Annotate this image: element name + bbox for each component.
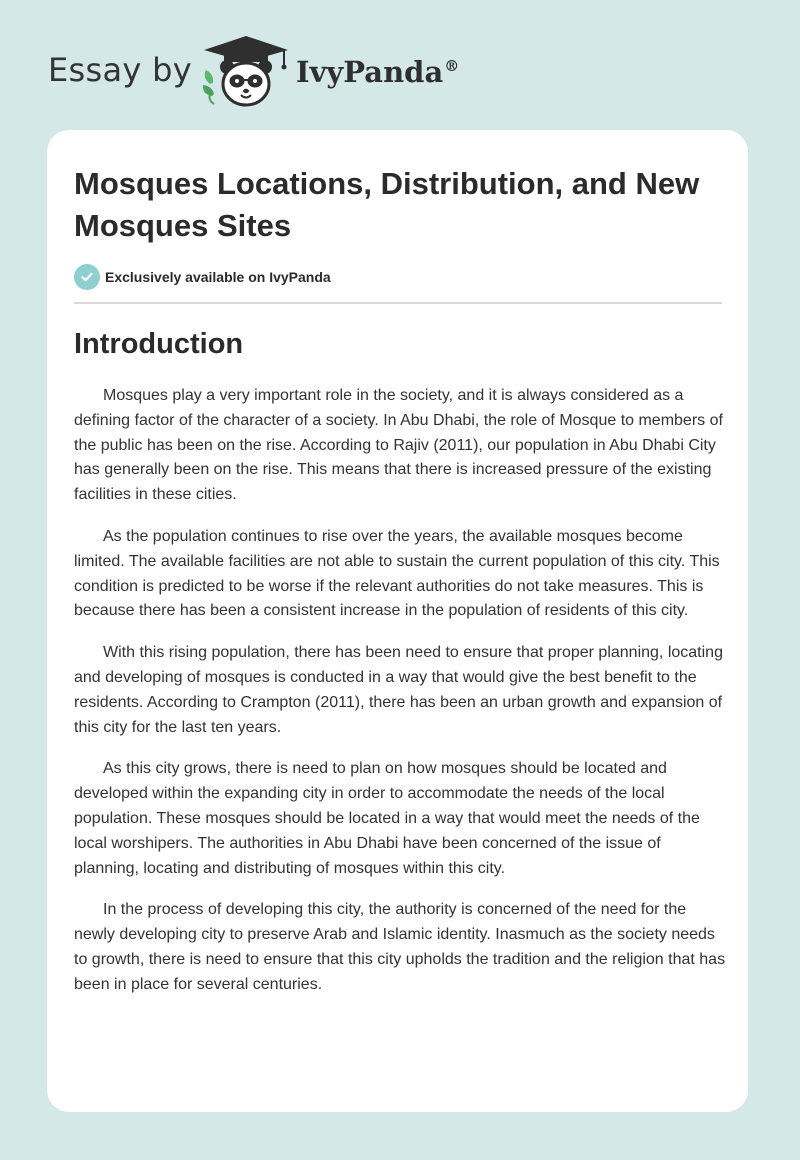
brand-logo-text[interactable] [296,52,459,92]
site-header [0,0,800,130]
essay-body [74,384,726,1015]
essay-by-label: Essay by [48,51,192,89]
essay-card [47,130,748,1112]
section-heading-introduction: Introduction [74,328,244,360]
paragraph: Mosques play a very important role in the society, and it is always considered as a defining factor of the character of a society. In Abu Dhabi, the role of Mosque to members of the public has been on the rise. According to Rajiv (2011), our population in Abu Dhabi City has generally been on the rise. This means that there is increased pressure of the existing facilities in these cities. [74,387,723,504]
paragraph: As the population continues to rise over the years, the available mosques become limited. The available facilities are not able to sustain the current population of this city. This condition is predicted to be worse if the relevant authorities do not take measures. This is because there has been a consistent increase in the population of residents of this city. [74,527,720,620]
paragraph: With this rising population, there has been need to ensure that proper planning, locating and developing of mosques is conducted in a way that would give the best benefit to the residents. According to Crampton (2011), there has been an urban growth and expansion of this city for the last ten years. [74,644,723,736]
check-circle-icon [74,264,100,290]
paragraph: In the process of developing this city, the authority is concerned of the need for the newly developing city to preserve Arab and Islamic identity. Inasmuch as the society needs to growth, there is need to ensure that this city upholds the tradition and the religion that has been in place for several centuries. [74,901,726,993]
exclusive-badge [74,263,331,291]
title-divider [74,302,722,304]
exclusive-badge-label: Exclusively available on IvyPanda [105,269,331,285]
essay-title: Mosques Locations, Distribution, and New Mosques Sites [74,166,700,243]
registered-mark: ® [444,57,460,76]
brand-name: IvyPanda [296,55,444,89]
panda-graduate-icon [200,34,292,108]
paragraph: As this city grows, there is need to plan on how mosques should be located and developed within the expanding city in order to accommodate the needs of the local population. These mosques should be located in a way that would meet the needs of the local worshipers. The authorities in Abu Dhabi have been concerned of the issue of planning, locating and distributing of mosques within this city. [74,760,700,877]
ivy-leaf-icon [203,70,214,104]
